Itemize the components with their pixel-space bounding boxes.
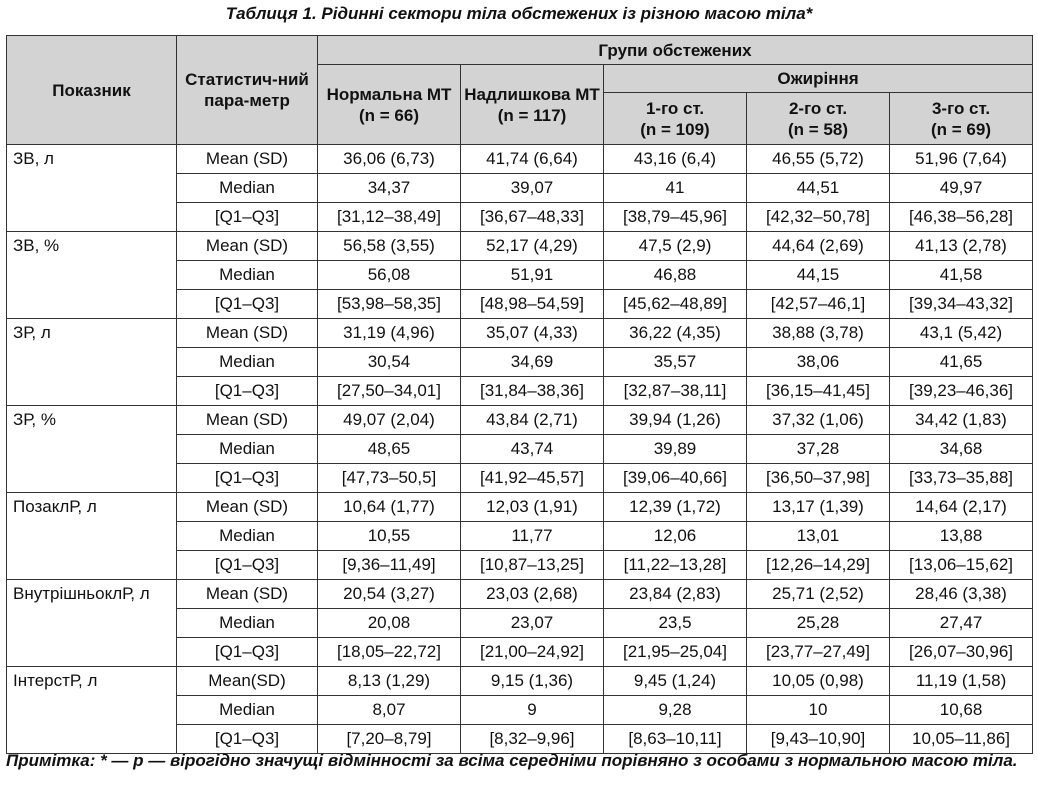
value-cell: 38,06	[747, 348, 890, 377]
stat-param-cell: [Q1–Q3]	[177, 638, 318, 667]
header-col-label: 1-го ст.	[645, 98, 705, 118]
header-obesity: Ожиріння	[604, 65, 1033, 93]
table-note: Примітка: * — p — вірогідно значущі відмінності за всіма середніми порівняно з особами з нормальною масою тіла.	[6, 751, 1018, 770]
stat-param-cell: Mean (SD)	[177, 232, 318, 261]
value-cell: 23,03 (2,68)	[461, 580, 604, 609]
header-col-normal	[318, 65, 461, 145]
value-cell: 52,17 (4,29)	[461, 232, 604, 261]
value-cell: 12,39 (1,72)	[604, 493, 747, 522]
value-cell: [36,50–37,98]	[747, 464, 890, 493]
stat-param-cell: Mean(SD)	[177, 667, 318, 696]
value-cell: 36,22 (4,35)	[604, 319, 747, 348]
value-cell: [41,92–45,57]	[461, 464, 604, 493]
stat-param-cell: Median	[177, 348, 318, 377]
stat-param-cell: Median	[177, 609, 318, 638]
value-cell: [32,87–38,11]	[604, 377, 747, 406]
value-cell: 35,07 (4,33)	[461, 319, 604, 348]
value-cell: [39,34–43,32]	[890, 290, 1033, 319]
value-cell: [18,05–22,72]	[318, 638, 461, 667]
value-cell: 51,96 (7,64)	[890, 145, 1033, 174]
value-cell: [31,12–38,49]	[318, 203, 461, 232]
value-cell: 49,97	[890, 174, 1033, 203]
value-cell: 25,28	[747, 609, 890, 638]
value-cell: [9,43–10,90]	[747, 725, 890, 754]
value-cell: 34,42 (1,83)	[890, 406, 1033, 435]
value-cell: [42,32–50,78]	[747, 203, 890, 232]
stat-param-cell: [Q1–Q3]	[177, 551, 318, 580]
value-cell: [11,22–13,28]	[604, 551, 747, 580]
value-cell: 37,28	[747, 435, 890, 464]
value-cell: [8,32–9,96]	[461, 725, 604, 754]
stat-param-cell: Median	[177, 522, 318, 551]
value-cell: 43,74	[461, 435, 604, 464]
header-groups: Групи обстежених	[318, 36, 1033, 65]
value-cell: 23,84 (2,83)	[604, 580, 747, 609]
value-cell: 47,5 (2,9)	[604, 232, 747, 261]
table-caption: Таблиця 1. Рідинні сектори тіла обстежених із різною масою тіла*	[225, 4, 813, 23]
table-row	[7, 145, 1033, 174]
value-cell: 9,28	[604, 696, 747, 725]
value-cell: [48,98–54,59]	[461, 290, 604, 319]
value-cell: 34,69	[461, 348, 604, 377]
value-cell: 10,05 (0,98)	[747, 667, 890, 696]
value-cell: 31,19 (4,96)	[318, 319, 461, 348]
stat-param-cell: Median	[177, 261, 318, 290]
stat-param-cell: Mean (SD)	[177, 580, 318, 609]
value-cell: [9,36–11,49]	[318, 551, 461, 580]
value-cell: 13,01	[747, 522, 890, 551]
indicator-name: ІнтерстР, л	[7, 667, 177, 754]
value-cell: 9,45 (1,24)	[604, 667, 747, 696]
value-cell: 30,54	[318, 348, 461, 377]
header-col-obesity-1	[604, 93, 747, 145]
value-cell: 43,1 (5,42)	[890, 319, 1033, 348]
table-body	[7, 145, 1033, 754]
header-col-label: 3-го ст.	[931, 98, 991, 118]
indicator-name: ЗВ, л	[7, 145, 177, 232]
indicator-name: ЗВ, %	[7, 232, 177, 319]
header-col-obesity-3	[890, 93, 1033, 145]
value-cell: 11,77	[461, 522, 604, 551]
stat-param-cell: [Q1–Q3]	[177, 725, 318, 754]
value-cell: 41,13 (2,78)	[890, 232, 1033, 261]
stat-param-cell: Median	[177, 696, 318, 725]
header-col-overweight	[461, 65, 604, 145]
header-col-label: 2-го ст.	[788, 98, 848, 118]
value-cell: 46,88	[604, 261, 747, 290]
header-col-obesity-2	[747, 93, 890, 145]
header-col-n: (n = 109)	[640, 119, 710, 139]
value-cell: [46,38–56,28]	[890, 203, 1033, 232]
value-cell: [42,57–46,1]	[747, 290, 890, 319]
value-cell: 44,64 (2,69)	[747, 232, 890, 261]
value-cell: 46,55 (5,72)	[747, 145, 890, 174]
value-cell: 12,06	[604, 522, 747, 551]
value-cell: 43,84 (2,71)	[461, 406, 604, 435]
value-cell: 8,07	[318, 696, 461, 725]
value-cell: 20,08	[318, 609, 461, 638]
value-cell: [39,06–40,66]	[604, 464, 747, 493]
header-indicator: Показник	[7, 36, 177, 145]
value-cell: 27,47	[890, 609, 1033, 638]
value-cell: [8,63–10,11]	[604, 725, 747, 754]
value-cell: 11,19 (1,58)	[890, 667, 1033, 696]
value-cell: 44,15	[747, 261, 890, 290]
value-cell: [53,98–58,35]	[318, 290, 461, 319]
value-cell: 10,05–11,86]	[890, 725, 1033, 754]
value-cell: 41,74 (6,64)	[461, 145, 604, 174]
value-cell: [26,07–30,96]	[890, 638, 1033, 667]
stat-param-cell: [Q1–Q3]	[177, 377, 318, 406]
indicator-name: ПозаклР, л	[7, 493, 177, 580]
data-table	[6, 35, 1033, 754]
value-cell: [39,23–46,36]	[890, 377, 1033, 406]
value-cell: [45,62–48,89]	[604, 290, 747, 319]
value-cell: 9,15 (1,36)	[461, 667, 604, 696]
value-cell: 35,57	[604, 348, 747, 377]
stat-param-cell: Median	[177, 435, 318, 464]
indicator-name: ЗР, л	[7, 319, 177, 406]
value-cell: 34,68	[890, 435, 1033, 464]
table-row	[7, 667, 1033, 696]
value-cell: [33,73–35,88]	[890, 464, 1033, 493]
value-cell: 41,58	[890, 261, 1033, 290]
value-cell: 10,55	[318, 522, 461, 551]
stat-param-cell: Median	[177, 174, 318, 203]
value-cell: 10	[747, 696, 890, 725]
value-cell: [31,84–38,36]	[461, 377, 604, 406]
value-cell: [23,77–27,49]	[747, 638, 890, 667]
value-cell: 49,07 (2,04)	[318, 406, 461, 435]
indicator-name: ВнутрішньоклР, л	[7, 580, 177, 667]
value-cell: [21,00–24,92]	[461, 638, 604, 667]
stat-param-cell: [Q1–Q3]	[177, 290, 318, 319]
stat-param-cell: Mean (SD)	[177, 406, 318, 435]
value-cell: 12,03 (1,91)	[461, 493, 604, 522]
stat-param-cell: Mean (SD)	[177, 493, 318, 522]
table-row	[7, 319, 1033, 348]
value-cell: 9	[461, 696, 604, 725]
table-row	[7, 406, 1033, 435]
value-cell: 10,64 (1,77)	[318, 493, 461, 522]
stat-param-cell: Mean (SD)	[177, 319, 318, 348]
value-cell: 8,13 (1,29)	[318, 667, 461, 696]
header-col-n: (n = 117)	[497, 105, 567, 125]
header-col-n: (n = 66)	[359, 105, 419, 125]
value-cell: [36,67–48,33]	[461, 203, 604, 232]
value-cell: 28,46 (3,38)	[890, 580, 1033, 609]
value-cell: [21,95–25,04]	[604, 638, 747, 667]
stat-param-cell: [Q1–Q3]	[177, 203, 318, 232]
stat-param-cell: [Q1–Q3]	[177, 464, 318, 493]
indicator-name: ЗР, %	[7, 406, 177, 493]
value-cell: [7,20–8,79]	[318, 725, 461, 754]
value-cell: 56,58 (3,55)	[318, 232, 461, 261]
value-cell: 13,88	[890, 522, 1033, 551]
value-cell: [38,79–45,96]	[604, 203, 747, 232]
value-cell: 14,64 (2,17)	[890, 493, 1033, 522]
value-cell: 56,08	[318, 261, 461, 290]
table-row	[7, 232, 1033, 261]
value-cell: 13,17 (1,39)	[747, 493, 890, 522]
value-cell: 36,06 (6,73)	[318, 145, 461, 174]
value-cell: 34,37	[318, 174, 461, 203]
value-cell: 43,16 (6,4)	[604, 145, 747, 174]
value-cell: [13,06–15,62]	[890, 551, 1033, 580]
value-cell: 20,54 (3,27)	[318, 580, 461, 609]
header-col-n: (n = 58)	[788, 119, 848, 139]
value-cell: 39,07	[461, 174, 604, 203]
value-cell: 37,32 (1,06)	[747, 406, 890, 435]
value-cell: [27,50–34,01]	[318, 377, 461, 406]
value-cell: 38,88 (3,78)	[747, 319, 890, 348]
value-cell: 51,91	[461, 261, 604, 290]
value-cell: 44,51	[747, 174, 890, 203]
stat-param-cell: Mean (SD)	[177, 145, 318, 174]
value-cell: 39,94 (1,26)	[604, 406, 747, 435]
header-col-n: (n = 69)	[931, 119, 992, 139]
header-col-label: Надлишкова МТ	[464, 84, 600, 104]
table-row	[7, 580, 1033, 609]
value-cell: 23,5	[604, 609, 747, 638]
value-cell: 41,65	[890, 348, 1033, 377]
table-header	[7, 36, 1033, 145]
value-cell: 10,68	[890, 696, 1033, 725]
value-cell: 39,89	[604, 435, 747, 464]
value-cell: 23,07	[461, 609, 604, 638]
value-cell: 41	[604, 174, 747, 203]
header-stat-param: Статистич-ний пара-метр	[177, 36, 318, 145]
value-cell: [10,87–13,25]	[461, 551, 604, 580]
value-cell: [47,73–50,5]	[318, 464, 461, 493]
value-cell: [12,26–14,29]	[747, 551, 890, 580]
value-cell: 25,71 (2,52)	[747, 580, 890, 609]
value-cell: 48,65	[318, 435, 461, 464]
value-cell: [36,15–41,45]	[747, 377, 890, 406]
header-col-label: Нормальна МТ	[326, 84, 452, 104]
table-row	[7, 493, 1033, 522]
